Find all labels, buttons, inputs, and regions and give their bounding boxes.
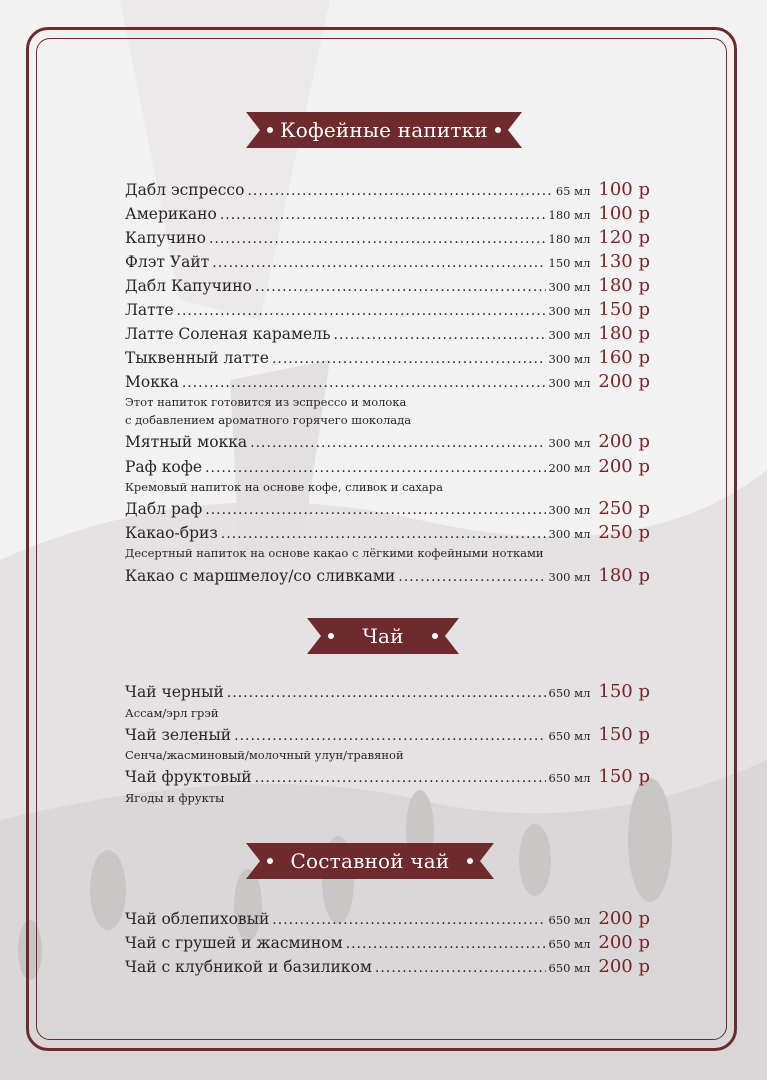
item-volume: 650 мл xyxy=(548,686,591,700)
menu-item xyxy=(125,322,650,346)
dot-leader xyxy=(255,275,546,299)
menu-item xyxy=(125,955,650,979)
dot-leader xyxy=(177,299,546,323)
item-volume: 150 мл xyxy=(548,256,591,270)
item-volume: 650 мл xyxy=(548,961,591,975)
item-price: 100 р xyxy=(598,179,650,200)
item-price: 150 р xyxy=(598,766,650,787)
section-title: Составной чай xyxy=(290,849,450,873)
item-price: 100 р xyxy=(598,203,650,224)
item-volume: 650 мл xyxy=(548,771,591,785)
item-price: 150 р xyxy=(598,724,650,745)
item-name: Чай черный xyxy=(125,683,224,701)
item-volume: 300 мл xyxy=(548,503,591,517)
item-volume: 300 мл xyxy=(548,328,591,342)
item-description: Сенча/жасминовый/молочный улун/травяной xyxy=(125,748,404,762)
menu-item xyxy=(125,765,650,789)
item-price: 200 р xyxy=(598,932,650,953)
item-volume: 180 мл xyxy=(548,232,591,246)
dot-leader xyxy=(209,227,546,251)
item-name: Чай облепиховый xyxy=(125,910,270,928)
item-name: Чай с клубникой и базиликом xyxy=(125,958,372,976)
item-name: Чай зеленый xyxy=(125,726,232,744)
item-price: 200 р xyxy=(598,956,650,977)
item-name: Латте xyxy=(125,301,174,319)
item-name: Чай фруктовый xyxy=(125,768,252,786)
item-volume: 300 мл xyxy=(548,352,591,366)
menu-item xyxy=(125,274,650,298)
item-name: Тыквенный латте xyxy=(125,349,269,367)
menu-item xyxy=(125,250,650,274)
menu-item xyxy=(125,370,650,394)
section-banner-tea xyxy=(307,618,459,654)
item-description: Ассам/эрл грэй xyxy=(125,706,219,720)
item-volume: 300 мл xyxy=(548,527,591,541)
menu-item xyxy=(125,430,650,454)
item-name: Мокка xyxy=(125,373,179,391)
item-price: 150 р xyxy=(598,681,650,702)
item-volume: 300 мл xyxy=(548,436,591,450)
dot-leader xyxy=(221,522,546,546)
dot-leader xyxy=(182,371,546,395)
item-name: Латте Соленая карамель xyxy=(125,325,331,343)
menu-item xyxy=(125,346,650,370)
item-description: с добавлением ароматного горячего шоколада xyxy=(125,413,412,427)
item-price: 130 р xyxy=(598,251,650,272)
item-name: Американо xyxy=(125,205,217,223)
menu-item xyxy=(125,521,650,545)
item-price: 160 р xyxy=(598,347,650,368)
item-price: 180 р xyxy=(598,323,650,344)
item-name: Флэт Уайт xyxy=(125,253,210,271)
item-price: 200 р xyxy=(598,371,650,392)
item-volume: 650 мл xyxy=(548,729,591,743)
item-volume: 200 мл xyxy=(548,461,591,475)
item-price: 250 р xyxy=(598,522,650,543)
dot-leader xyxy=(272,347,546,371)
menu-item xyxy=(125,723,650,747)
item-price: 200 р xyxy=(598,456,650,477)
item-description: Этот напиток готовится из эспрессо и молока xyxy=(125,395,407,409)
item-name: Какао-бриз xyxy=(125,524,218,542)
item-name: Дабл эспрессо xyxy=(125,181,245,199)
menu-item xyxy=(125,907,650,931)
item-volume: 300 мл xyxy=(548,280,591,294)
menu-item xyxy=(125,680,650,704)
dot-leader xyxy=(255,766,546,790)
dot-leader xyxy=(375,956,546,980)
item-price: 180 р xyxy=(598,565,650,586)
item-name: Раф кофе xyxy=(125,458,203,476)
item-volume: 65 мл xyxy=(555,184,591,198)
item-description: Кремовый напиток на основе кофе, сливок и сахара xyxy=(125,480,443,494)
item-name: Чай с грушей и жасмином xyxy=(125,934,343,952)
dot-leader xyxy=(227,681,546,705)
section-banner-coffee xyxy=(246,112,522,148)
dot-leader xyxy=(398,565,545,589)
menu-item xyxy=(125,455,650,479)
section-title: Чай xyxy=(362,624,404,648)
item-volume: 650 мл xyxy=(548,913,591,927)
item-volume: 300 мл xyxy=(548,570,591,584)
item-volume: 300 мл xyxy=(548,304,591,318)
dot-leader xyxy=(250,431,545,455)
item-description: Ягоды и фрукты xyxy=(125,791,225,805)
section-banner-compound-tea xyxy=(246,843,494,879)
item-price: 250 р xyxy=(598,498,650,519)
dot-leader xyxy=(346,932,546,956)
item-price: 200 р xyxy=(598,431,650,452)
section-title: Кофейные напитки xyxy=(280,118,488,142)
item-name: Мятный мокка xyxy=(125,433,248,451)
item-description: Десертный напиток на основе какао с лёгкими кофейными нотками xyxy=(125,546,544,560)
item-name: Дабл раф xyxy=(125,500,203,518)
menu-item xyxy=(125,178,650,202)
item-name: Дабл Капучино xyxy=(125,277,252,295)
item-name: Какао с маршмелоу/со сливками xyxy=(125,567,396,585)
item-price: 180 р xyxy=(598,275,650,296)
item-price: 150 р xyxy=(598,299,650,320)
dot-leader xyxy=(205,456,545,480)
dot-leader xyxy=(212,251,545,275)
menu-item xyxy=(125,497,650,521)
item-price: 120 р xyxy=(598,227,650,248)
dot-leader xyxy=(334,323,546,347)
dot-leader xyxy=(272,908,545,932)
item-name: Капучино xyxy=(125,229,206,247)
dot-leader xyxy=(205,498,545,522)
dot-leader xyxy=(247,179,552,203)
item-price: 200 р xyxy=(598,908,650,929)
dot-leader xyxy=(234,724,545,748)
menu-item xyxy=(125,564,650,588)
menu-item xyxy=(125,202,650,226)
item-volume: 300 мл xyxy=(548,376,591,390)
dot-leader xyxy=(220,203,546,227)
item-volume: 650 мл xyxy=(548,937,591,951)
menu-item xyxy=(125,298,650,322)
menu-item xyxy=(125,226,650,250)
item-volume: 180 мл xyxy=(548,208,591,222)
menu-item xyxy=(125,931,650,955)
